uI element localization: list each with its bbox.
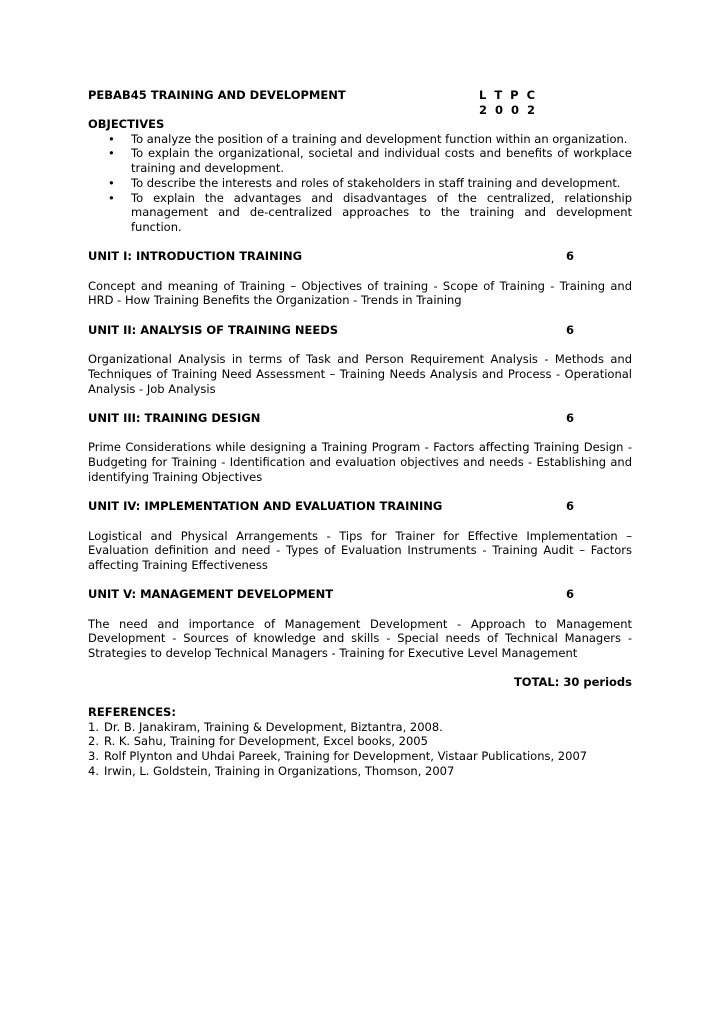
objective-item [88, 146, 632, 175]
reference-text: Rolf Plynton and Uhdai Pareek, Training for Development, Vistaar Publications, 2007 [104, 748, 588, 763]
unit-hours: 6 [566, 587, 575, 602]
course-header [88, 88, 632, 117]
reference-text: R. K. Sahu, Training for Development, Excel books, 2005 [104, 734, 428, 749]
bullet-icon: • [108, 131, 115, 146]
objectives-heading: OBJECTIVES [88, 117, 165, 131]
reference-text: Dr. B. Janakiram, Training & Development, Biztantra, 2008. [104, 719, 443, 734]
reference-number: 1. [88, 719, 99, 734]
bullet-icon: • [108, 175, 115, 190]
unit-heading [88, 587, 632, 602]
reference-number: 4. [88, 763, 99, 778]
unit-hours: 6 [566, 322, 575, 337]
unit-title: UNIT I: INTRODUCTION TRAINING [88, 249, 303, 264]
bullet-icon: • [108, 146, 115, 161]
unit-heading [88, 249, 632, 264]
objectives-list [88, 132, 632, 235]
reference-item [88, 734, 632, 749]
objective-text: To describe the interests and roles of stakeholders in staff training and development. [131, 175, 621, 190]
reference-number: 2. [88, 734, 99, 749]
reference-item [88, 764, 632, 779]
unit-body: Concept and meaning of Training – Objectives of training - Scope of Training - Training and HRD - How Training Benefits the Organization - Trends in Training [88, 278, 632, 308]
reference-text: Irwin, L. Goldstein, Training in Organizations, Thomson, 2007 [104, 763, 455, 778]
objective-text: To explain the advantages and disadvantages of the centralized, relationship management and de-centralized approaches to the training and development function. [131, 190, 632, 234]
ltpc-block [479, 88, 537, 117]
reference-number: 3. [88, 748, 99, 763]
references-heading: REFERENCES: [88, 704, 176, 719]
unit-title: UNIT V: MANAGEMENT DEVELOPMENT [88, 587, 334, 602]
ltpc-labels: L T P C [479, 88, 538, 102]
bullet-icon: • [108, 190, 115, 205]
unit-title: UNIT III: TRAINING DESIGN [88, 410, 261, 425]
unit-hours: 6 [566, 249, 575, 264]
unit-hours: 6 [566, 499, 575, 514]
reference-item [88, 720, 632, 735]
unit-body: The need and importance of Management Development - Approach to Management Development - Sources of knowledge and skills - Special needs of Technical Managers - Strategies to develop Technical Managers - Training for Executive Level Management [88, 616, 632, 661]
unit-heading [88, 499, 632, 514]
objective-item [88, 191, 632, 235]
reference-item [88, 749, 632, 764]
references-list [88, 720, 632, 779]
objective-text: To analyze the position of a training and development function within an organization. [131, 131, 628, 146]
unit-title: UNIT II: ANALYSIS OF TRAINING NEEDS [88, 322, 339, 337]
course-title: PEBAB45 TRAINING AND DEVELOPMENT [88, 88, 346, 102]
total-periods: TOTAL: 30 periods [513, 675, 632, 690]
unit-body: Organizational Analysis in terms of Task and Person Requirement Analysis - Methods and Techniques of Training Need Assessment – Training Needs Analysis and Process - Operational Analysis - Job Analysis [88, 352, 632, 396]
objective-item [88, 132, 632, 147]
unit-title: UNIT IV: IMPLEMENTATION AND EVALUATION TRAINING [88, 499, 443, 514]
unit-hours: 6 [566, 410, 575, 425]
unit-heading [88, 323, 632, 338]
ltpc-values: 2 0 0 2 [479, 102, 538, 117]
unit-body: Prime Considerations while designing a Training Program - Factors affecting Training Design - Budgeting for Training - Identification and evaluation objectives and needs - Establishing and identifying Training Objectives [88, 440, 632, 484]
syllabus-content [88, 88, 632, 778]
objective-text: To explain the organizational, societal and individual costs and benefits of workplace training and development. [131, 146, 632, 176]
objective-item [88, 176, 632, 191]
unit-body: Logistical and Physical Arrangements - Tips for Trainer for Effective Implementation – Evaluation definition and need - Types of Evaluation Instruments - Training Audit – Factors affecting Training Effectiveness [88, 528, 632, 572]
unit-heading [88, 411, 632, 426]
